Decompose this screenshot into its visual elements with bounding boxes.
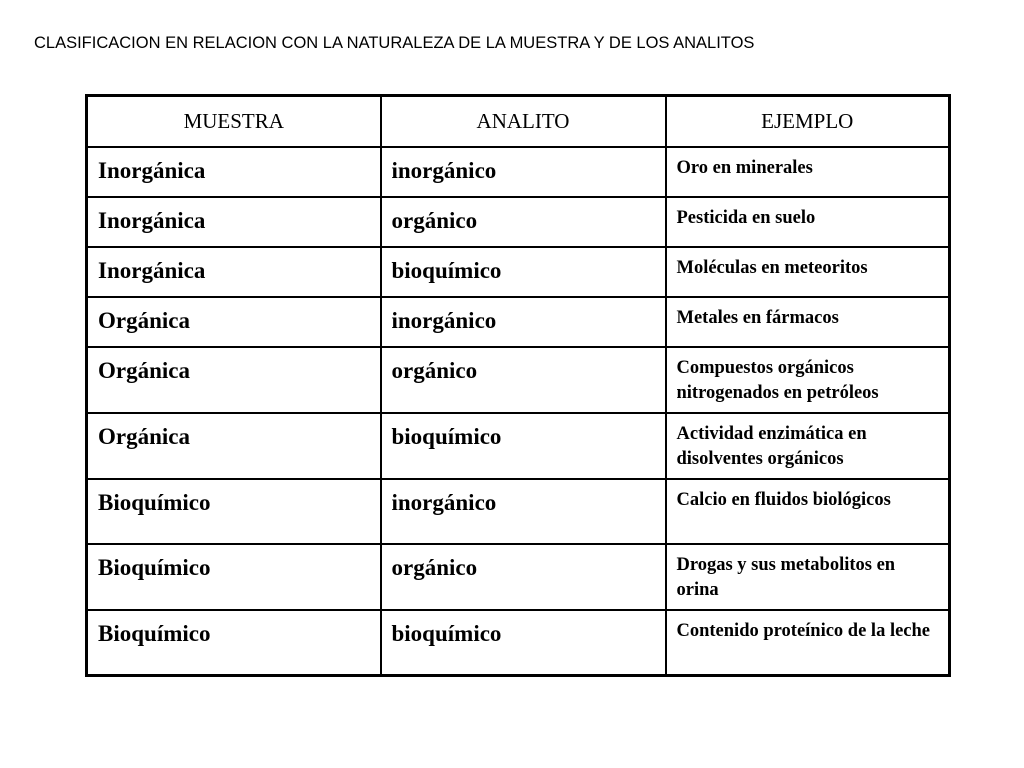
table-row — [87, 544, 950, 610]
cell-analito: orgánico — [381, 544, 666, 610]
cell-analito: inorgánico — [381, 479, 666, 544]
table-row — [87, 197, 950, 247]
cell-muestra: Orgánica — [87, 297, 381, 347]
table-row — [87, 610, 950, 675]
cell-ejemplo: Compuestos orgánicos nitrogenados en petróleos — [666, 347, 950, 413]
cell-muestra: Bioquímico — [87, 610, 381, 675]
cell-muestra: Bioquímico — [87, 479, 381, 544]
cell-analito: bioquímico — [381, 413, 666, 479]
table-row — [87, 247, 950, 297]
cell-analito: orgánico — [381, 197, 666, 247]
cell-ejemplo: Calcio en fluidos biológicos — [666, 479, 950, 544]
column-header-ejemplo: EJEMPLO — [666, 96, 950, 148]
column-header-analito: ANALITO — [381, 96, 666, 148]
cell-ejemplo: Oro en minerales — [666, 147, 950, 197]
cell-muestra: Orgánica — [87, 347, 381, 413]
table-row — [87, 297, 950, 347]
cell-ejemplo: Metales en fármacos — [666, 297, 950, 347]
cell-muestra: Bioquímico — [87, 544, 381, 610]
table-header-row — [87, 96, 950, 148]
table-row — [87, 413, 950, 479]
cell-analito: inorgánico — [381, 147, 666, 197]
page-title: CLASIFICACION EN RELACION CON LA NATURALEZA DE LA MUESTRA Y DE LOS ANALITOS — [34, 34, 755, 52]
cell-analito: inorgánico — [381, 297, 666, 347]
cell-muestra: Inorgánica — [87, 197, 381, 247]
cell-muestra: Orgánica — [87, 413, 381, 479]
cell-analito: bioquímico — [381, 247, 666, 297]
cell-analito: orgánico — [381, 347, 666, 413]
cell-ejemplo: Moléculas en meteoritos — [666, 247, 950, 297]
cell-ejemplo: Drogas y sus metabolitos en orina — [666, 544, 950, 610]
cell-muestra: Inorgánica — [87, 247, 381, 297]
cell-ejemplo: Pesticida en suelo — [666, 197, 950, 247]
cell-ejemplo: Actividad enzimática en disolventes orgánicos — [666, 413, 950, 479]
table-row — [87, 347, 950, 413]
cell-analito: bioquímico — [381, 610, 666, 675]
cell-ejemplo: Contenido proteínico de la leche — [666, 610, 950, 675]
cell-muestra: Inorgánica — [87, 147, 381, 197]
classification-table — [85, 94, 951, 677]
table-row — [87, 479, 950, 544]
column-header-muestra: MUESTRA — [87, 96, 381, 148]
table-row — [87, 147, 950, 197]
